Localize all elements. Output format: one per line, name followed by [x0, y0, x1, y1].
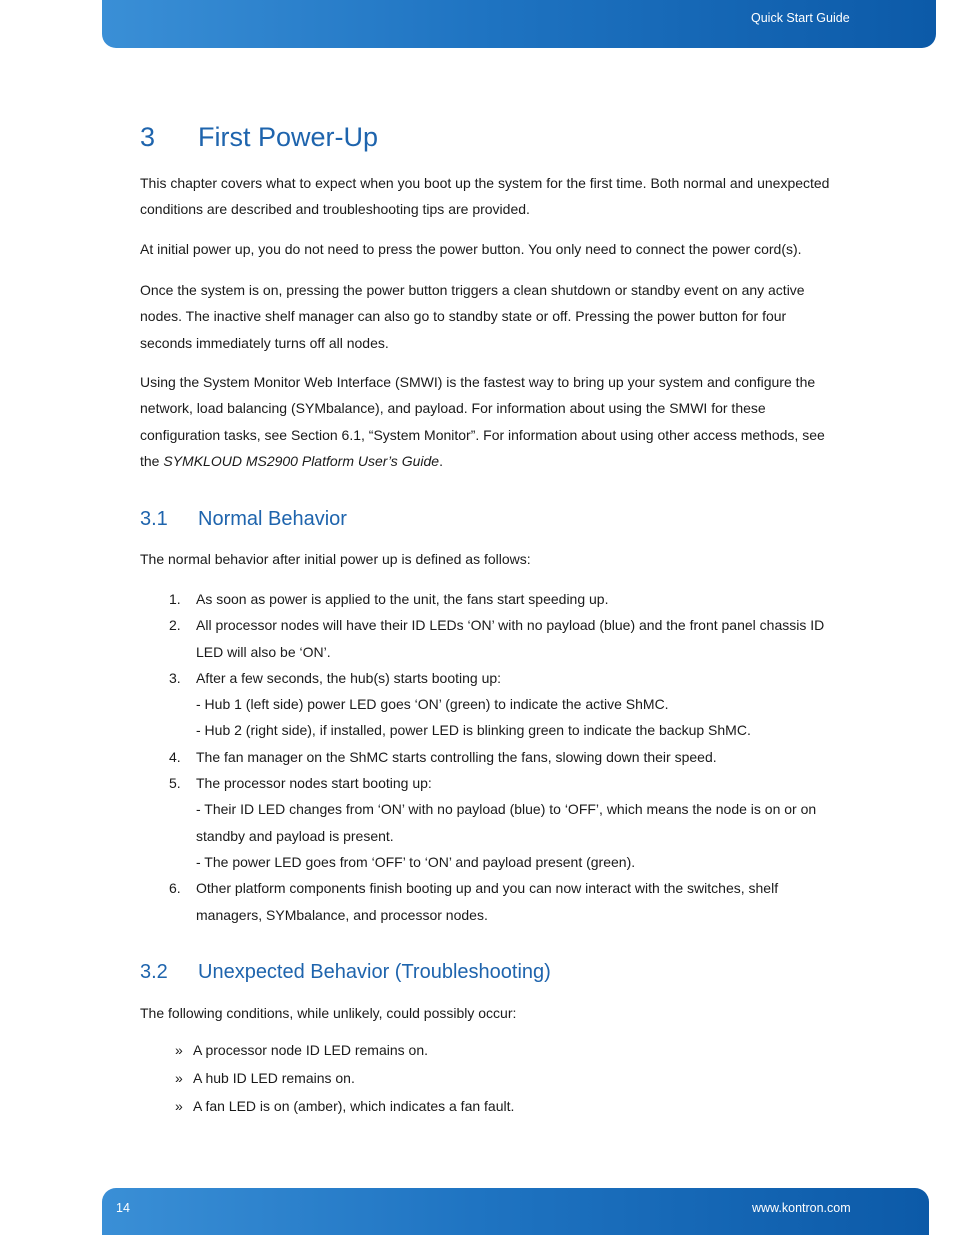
list-item-line: Other platform components finish booting up and you can now interact with the switches, shelf managers, SYMbalance, and processor nodes.	[196, 880, 779, 923]
list-item-subline: - Hub 2 (right side), if installed, power LED is blinking green to indicate the backup ShMC.	[196, 722, 751, 739]
footer-url-link[interactable]: www.kontron.com	[752, 1201, 851, 1215]
list-item-number: 4.	[169, 748, 181, 765]
troubleshooting-list	[140, 1036, 514, 1120]
chapter-heading	[140, 122, 378, 153]
list-item	[140, 770, 844, 875]
list-item-line: The processor nodes start booting up:	[196, 775, 432, 792]
intro-paragraph-4-end: .	[439, 453, 443, 470]
list-item-number: 6.	[169, 880, 181, 897]
list-item-line: All processor nodes will have their ID LEDs ‘ON’ with no payload (blue) and the front panel chassis ID LED will also be ‘ON’.	[196, 617, 825, 660]
list-item-text: A processor node ID LED remains on.	[193, 1042, 429, 1058]
list-item-number: 2.	[169, 617, 181, 634]
header-title: Quick Start Guide	[751, 11, 850, 25]
list-item	[140, 1092, 514, 1120]
section-3-2-lead: The following conditions, while unlikely, could possibly occur:	[140, 1005, 517, 1021]
user-guide-reference: SYMKLOUD MS2900 Platform User’s Guide	[163, 453, 440, 470]
list-item-number: 3.	[169, 669, 181, 686]
list-item-subline: - Their ID LED changes from ‘ON’ with no payload (blue) to ‘OFF’, which means the node is on or on standby and payload is present.	[196, 801, 817, 844]
intro-paragraph-4	[140, 369, 846, 475]
section-3-2-heading	[140, 961, 551, 984]
list-item-subline: - Hub 1 (left side) power LED goes ‘ON’ (green) to indicate the active ShMC.	[196, 696, 669, 713]
section-title: Normal Behavior	[198, 508, 347, 530]
chapter-number: 3	[140, 122, 156, 152]
bullet-icon: »	[175, 1042, 183, 1058]
list-item	[140, 875, 844, 928]
section-title: Unexpected Behavior (Troubleshooting)	[198, 961, 551, 983]
list-item	[140, 1064, 514, 1092]
page-number: 14	[116, 1201, 130, 1215]
section-3-1-heading	[140, 508, 347, 531]
section-number: 3.2	[140, 961, 168, 983]
list-item	[140, 1036, 514, 1064]
bullet-icon: »	[175, 1070, 183, 1086]
list-item-text: A fan LED is on (amber), which indicates a fan fault.	[193, 1098, 515, 1114]
intro-paragraph-4-text: Using the System Monitor Web Interface (SMWI) is the fastest way to bring up your system and configure the network, load balancing (SYMbalance), and payload. For information about using the SMWI for these configuration tasks, see Section 6.1, “System Monitor”. For information about using other access methods, see the	[140, 374, 825, 470]
list-item-line: The fan manager on the ShMC starts controlling the fans, slowing down their speed.	[196, 748, 717, 765]
list-item-line: After a few seconds, the hub(s) starts booting up:	[196, 669, 502, 686]
normal-behavior-list	[140, 586, 844, 928]
list-item-subline: - The power LED goes from ‘OFF’ to ‘ON’ and payload present (green).	[196, 853, 636, 870]
section-number: 3.1	[140, 508, 168, 530]
list-item	[140, 665, 844, 744]
intro-paragraph-2: At initial power up, you do not need to press the power button. You only need to connect the power cord(s).	[140, 241, 802, 257]
list-item-number: 5.	[169, 775, 181, 792]
list-item	[140, 586, 844, 612]
list-item-line: As soon as power is applied to the unit, the fans start speeding up.	[196, 591, 609, 607]
bullet-icon: »	[175, 1098, 183, 1114]
chapter-title: First Power-Up	[198, 122, 379, 152]
intro-paragraph-1: This chapter covers what to expect when you boot up the system for the first time. Both normal and unexpected conditions are described and troubleshooting tips are provided.	[140, 175, 830, 218]
list-item-text: A hub ID LED remains on.	[193, 1070, 355, 1086]
list-item	[140, 744, 844, 770]
list-item	[140, 612, 844, 665]
section-3-1-lead: The normal behavior after initial power up is defined as follows:	[140, 551, 531, 567]
list-item-number: 1.	[169, 591, 181, 607]
intro-paragraph-3: Once the system is on, pressing the power button triggers a clean shutdown or standby event on any active nodes. The inactive shelf manager can also go to standby state or off. Pressing the power button for four seconds immediately turns off all nodes.	[140, 282, 805, 351]
